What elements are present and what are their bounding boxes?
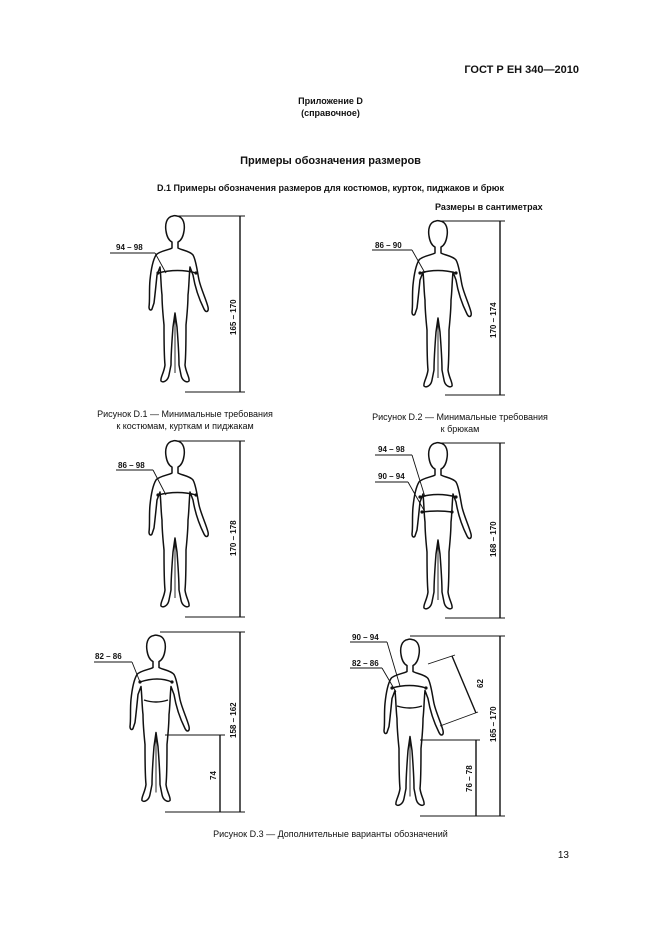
height-label: 168 – 170 [489,521,498,557]
leg-label: 74 [209,771,218,780]
caption-d1-line2: к костюмам, курткам и пиджакам [116,421,254,431]
appendix-note: (справочное) [301,108,360,118]
figure-d3-c [94,632,245,812]
height-label: 165 – 170 [489,706,498,742]
bust-label: 82 – 86 [352,659,379,668]
height-label: 170 – 174 [489,302,498,338]
appendix-title: Приложение D [298,96,363,106]
caption-d1 [60,408,310,432]
units-note: Размеры в сантиметрах [435,202,543,212]
waist-label: 90 – 94 [378,472,405,481]
page-number: 13 [557,850,569,861]
caption-d3: Рисунок D.3 — Дополнительные варианты обозначений [213,829,448,839]
caption-d2 [330,411,590,435]
chest-label: 94 – 98 [116,243,143,252]
leg-label: 76 – 78 [465,765,474,792]
bust-label: 82 – 86 [95,652,122,661]
figure-d1 [110,216,245,392]
section-subtitle: D.1 Примеры обозначения размеров для костюмов, курток, пиджаков и брюк [157,183,504,193]
height-label: 165 – 170 [229,299,238,335]
figure-d3-a [116,441,245,617]
chest-label: 86 – 90 [375,241,402,250]
chest-label: 90 – 94 [352,633,379,642]
arm-label: 62 [476,679,485,688]
caption-d2-line1: Рисунок D.2 — Минимальные требования [372,412,548,422]
figure-d3-d [350,633,505,816]
chest-label: 86 – 98 [118,461,145,470]
figure-d3-b [375,443,505,618]
figure-d2 [372,221,505,395]
standard-number: ГОСТ Р ЕН 340—2010 [464,64,579,76]
chest-label: 94 – 98 [378,445,405,454]
caption-d2-line2: к брюкам [440,424,480,434]
section-title: Примеры обозначения размеров [240,155,421,167]
height-label: 158 – 162 [229,702,238,738]
caption-d1-line1: Рисунок D.1 — Минимальные требования [97,409,273,419]
height-label: 170 – 178 [229,520,238,556]
